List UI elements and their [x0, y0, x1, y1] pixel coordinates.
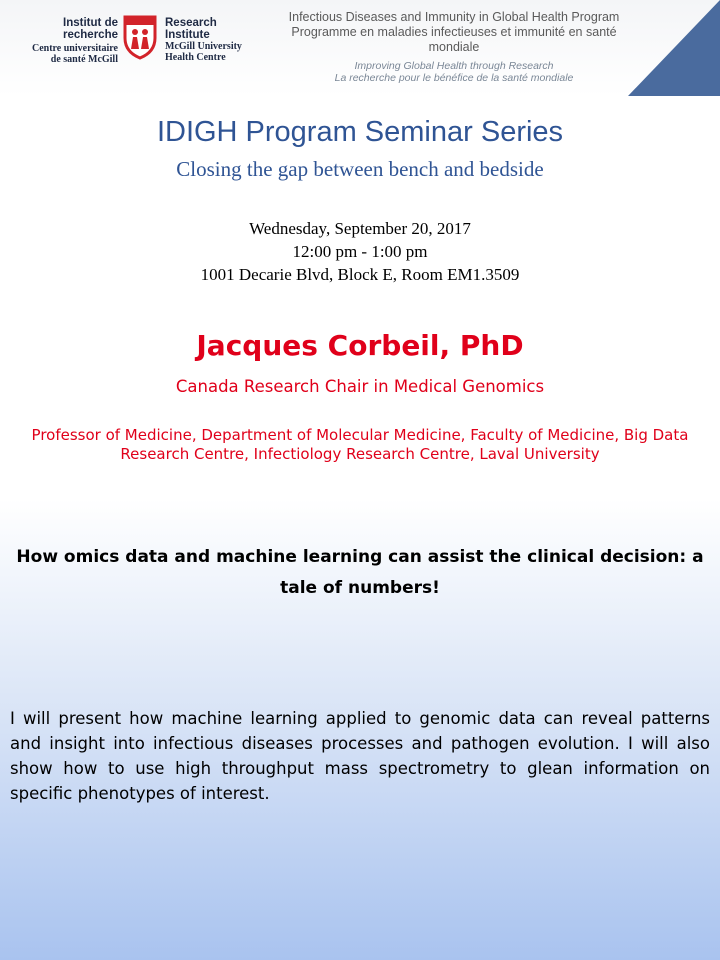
event-time: 12:00 pm - 1:00 pm [292, 242, 428, 261]
header [0, 0, 720, 100]
event-location: 1001 Decarie Blvd, Block E, Room EM1.3509 [200, 265, 520, 284]
logo-left-line3: Centre universitaire [31, 43, 118, 54]
shield-logo-icon [122, 14, 158, 60]
talk-title: How omics data and machine learning can assist the clinical decision: a tale of numbers! [16, 547, 704, 598]
speaker-chair: Canada Research Chair in Medical Genomics [175, 377, 545, 396]
logo-right-line2: Institute [165, 29, 210, 41]
program-name-fr: Programme en maladies infectieuses et immunité en santé mondiale [291, 25, 617, 54]
logo-right-line4: Health Centre [165, 52, 226, 63]
speaker-affiliation: Professor of Medicine, Department of Molecular Medicine, Faculty of Medicine, Big Data Research Centre, Infectiology Research Centre, Laval University [31, 426, 689, 463]
program-tagline-fr: La recherche pour le bénéfice de la santé mondiale [334, 72, 574, 84]
series-title: IDIGH Program Seminar Series [156, 116, 564, 148]
logo-right-line1: Research [165, 17, 217, 29]
speaker-name: Jacques Corbeil, PhD [196, 329, 524, 362]
talk-abstract: I will present how machine learning applied to genomic data can reveal patterns and insight into infectious diseases processes and pathogen evolution. I will also show how to use high throughput mass spectrometry to glean information on specific phenotypes of interest. [10, 709, 710, 803]
program-name-en: Infectious Diseases and Immunity in Global Health Program [288, 10, 620, 24]
event-details [0, 217, 720, 286]
series-subtitle: Closing the gap between bench and bedside [176, 157, 544, 181]
logo-left-line4: de santé McGill [50, 54, 118, 65]
corner-triangle-decoration [628, 0, 720, 96]
logo-right-line3: McGill University [165, 41, 242, 52]
program-tagline-en: Improving Global Health through Research [354, 60, 554, 72]
logo-french-text [14, 17, 118, 65]
logo-left-line2: recherche [63, 29, 118, 41]
event-date: Wednesday, September 20, 2017 [249, 219, 471, 238]
logo-english-text [165, 17, 275, 63]
logo-left-line1: Institut de [63, 17, 118, 29]
program-banner [268, 10, 640, 84]
institution-logo [14, 14, 264, 78]
